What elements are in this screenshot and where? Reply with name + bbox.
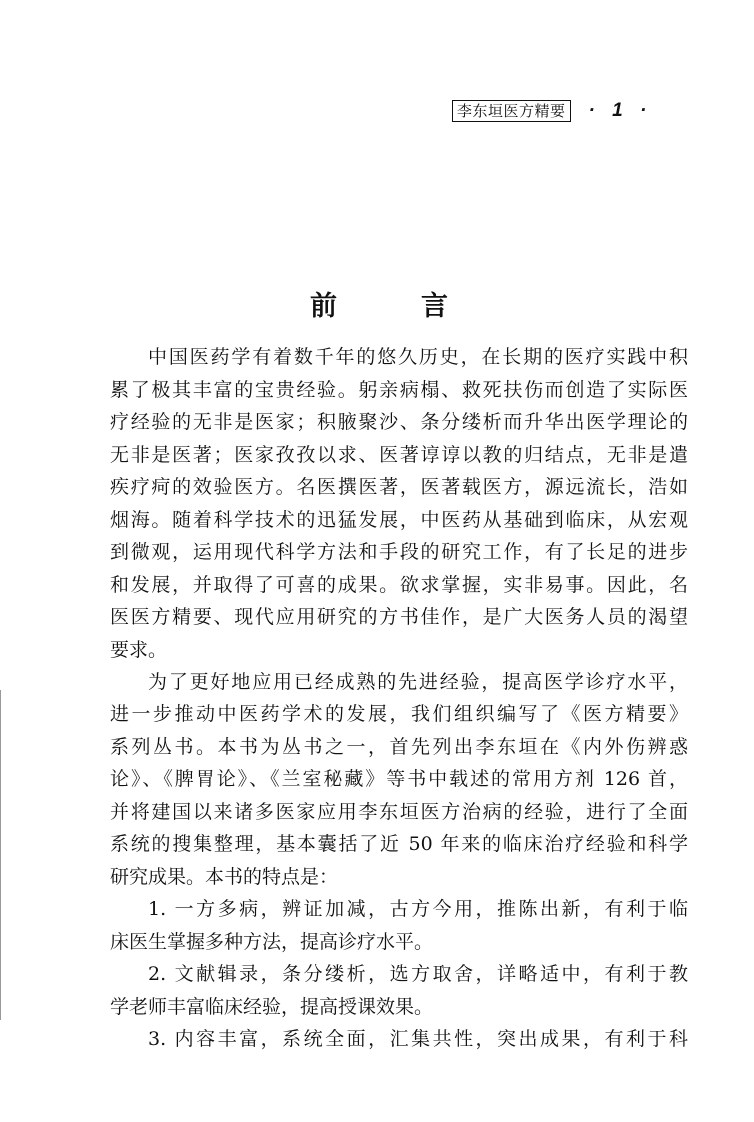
- text-line: 中国医药学有着数千年的悠久历史，在长期的医疗实践中积: [148, 346, 688, 368]
- page-number: · 1 ·: [588, 100, 653, 121]
- text-line: 和发展，并取得了可喜的成果。欲求掌握，实非易事。因此，名: [110, 574, 688, 596]
- text-line: 累了极其丰富的宝贵经验。躬亲病榻、救死扶伤而创造了实际医: [110, 379, 688, 401]
- text-line: 疾疗疴的效验医方。名医撰医著，医著载医方，源远流长，浩如: [110, 476, 688, 498]
- text-line: 医医方精要、现代应用研究的方书佳作，是广大医务人员的渴望: [110, 606, 688, 628]
- list-item: 3. 内容丰富，系统全面，汇集共性，突出成果，有利于科: [148, 1028, 688, 1050]
- running-header: [452, 100, 652, 122]
- text-line: 无非是医著；医家孜孜以求、医著谆谆以教的归结点，无非是遣: [110, 444, 688, 466]
- text-line: 进一步推动中医药学术的发展，我们组织编写了《医方精要》: [110, 703, 688, 725]
- text-line: 系统的搜集整理，基本囊括了近 50 年来的临床治疗经验和科学: [110, 833, 688, 855]
- book-title-box: 李东垣医方精要: [452, 100, 571, 122]
- section-title: 前言: [310, 291, 532, 322]
- text-line: 疗经验的无非是医家；积腋聚沙、条分缕析而升华出医学理论的: [110, 411, 688, 433]
- text-line: 学老师丰富临床经验，提高授课效果。: [110, 996, 434, 1018]
- list-item: 2. 文献辑录，条分缕析，选方取舍，详略适中，有利于教: [148, 963, 688, 985]
- text-line: 烟海。随着科学技术的迅猛发展，中医药从基础到临床，从宏观: [110, 509, 688, 531]
- text-line: 研究成果。本书的特点是：: [110, 866, 339, 888]
- text-line: 系列丛书。本书为丛书之一，首先列出李东垣在《内外伤辨惑: [110, 736, 688, 758]
- page-edge-line: [0, 690, 1, 1020]
- text-line: 要求。: [110, 639, 168, 661]
- text-line: 并将建国以来诸多医家应用李东垣医方治病的经验，进行了全面: [110, 801, 688, 823]
- text-line: 到微观，运用现代科学方法和手段的研究工作，有了长足的进步: [110, 541, 688, 563]
- text-line: 床医生掌握多种方法，提高诊疗水平。: [110, 931, 434, 953]
- text-line: 论》、《脾胃论》、《兰室秘藏》等书中载述的常用方剂 126 首，: [110, 768, 688, 790]
- text-line: 为了更好地应用已经成熟的先进经验，提高医学诊疗水平，: [148, 671, 688, 693]
- list-item: 1. 一方多病，辨证加减，古方今用，推陈出新，有利于临: [148, 898, 688, 920]
